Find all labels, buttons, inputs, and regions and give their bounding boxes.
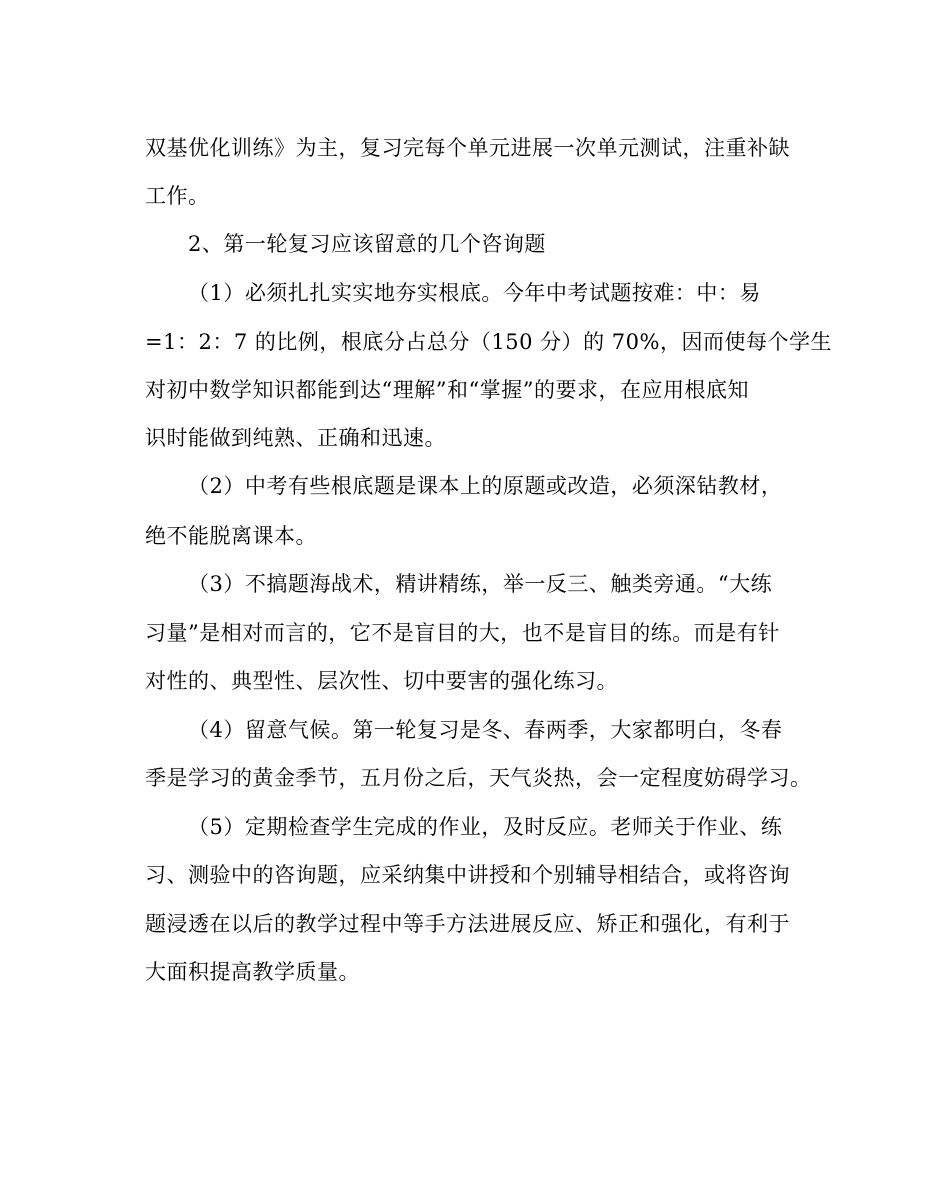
text-line: （3）不搞题海战术，精讲精练，举一反三、触类旁通。“大练 — [188, 572, 773, 596]
text-line: （1）必须扎扎实实地夯实根底。今年中考试题按难：中：易 — [188, 281, 761, 305]
text-line: 对初中数学知识都能到达“理解”和“掌握”的要求，在应用根底知 — [145, 378, 749, 402]
text-line: 习、测验中的咨询题，应采纳集中讲授和个别辅导相结合，或将咨询 — [145, 863, 790, 887]
text-line: 工作。 — [145, 184, 210, 208]
text-line: （2）中考有些根底题是课本上的原题或改造，必须深钻教材， — [188, 474, 783, 498]
text-line: 识时能做到纯熟、正确和迅速。 — [145, 426, 446, 450]
text-line: 双基优化训练》为主，复习完每个单元进展一次单元测试，注重补缺 — [145, 136, 790, 160]
text-line: 题浸透在以后的教学过程中等手方法进展反应、矫正和强化，有利于 — [145, 912, 790, 936]
text-line: =1：2：7 的比例，根底分占总分（150 分）的 70%，因而使每个学生 — [145, 330, 832, 354]
text-line: （4）留意气候。第一轮复习是冬、春两季，大家都明白，冬春 — [188, 718, 783, 742]
text-line: （5）定期检查学生完成的作业，及时反应。老师关于作业、练 — [188, 815, 783, 839]
text-line: 习量”是相对而言的，它不是盲目的大，也不是盲目的练。而是有针 — [145, 621, 780, 645]
text-line: 对性的、典型性、层次性、切中要害的强化练习。 — [145, 669, 618, 693]
text-line: 绝不能脱离课本。 — [145, 524, 317, 548]
text-line: 大面积提高教学质量。 — [145, 960, 360, 984]
section-heading: 2、第一轮复习应该留意的几个咨询题 — [188, 232, 546, 256]
text-line: 季是学习的黄金季节，五月份之后，天气炎热，会一定程度妨碍学习。 — [145, 766, 812, 790]
